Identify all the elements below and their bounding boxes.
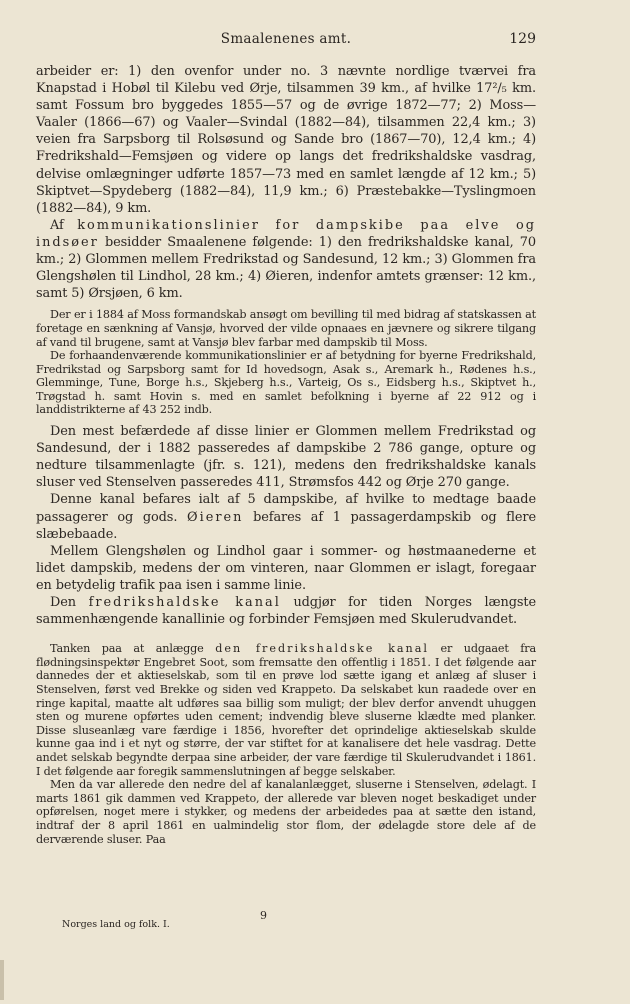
note-vansjo: Der er i 1884 af Moss formandskab ansøgt om bevilling til med bidrag af statskassen at foretage en sænkning af Vansjø, hvorved der vilde opnaaes en jævnere og sikrere tilgang af vand til brugene, samt at Vansjø blev farbar med dampskib til Moss.	[36, 308, 536, 349]
page-body	[36, 63, 536, 846]
spaced-term: Øieren	[187, 509, 244, 525]
text-span: Af	[50, 217, 78, 233]
footer-source: Norges land og folk. I.	[62, 919, 170, 930]
text-span: besidder Smaalenene følgende: 1) den fredrikshaldske kanal, 70 km.; 2) Glommen mellem Fredrikstad og Sandesund, 12 km.; 3) Glommen fra Glengshølen til Lindhol, 28 km.; 4) Øieren, indenfor amtets grænser: 12 km., samt 5) Ørsjøen, 6 km.	[36, 234, 536, 302]
text-span: er udgaaet fra flødningsinspektør Engebret Soot, som fremsatte den offentlig i 1851. I det følgende aar dannedes der et aktieselskab, som til en prøve lod sætte igang et anlæg af sluser i Stenselven, først ved Brekke og siden ved Krappeto. Da selskabet kun raadede over en ringe kapital, maatte alt udføres saa billig som muligt; der blev derfor anvendt uhuggen sten og murene opførtes uden cement; indvendig bleve sluserne klædte med planker. Disse sluseanlæg vare færdige i 1856, hvorefter det oprindelige aktieselskab skulde kunne gaa ind i et nyt og større, der var stiftet for at kanalisere det hele vasdrag. Dette andet selskab begyndte derpaa sine arbeider, der vare færdige til Skulerudvandet i 1861. I det følgende aar foregik sammenslutningen af begge selskaber.	[36, 642, 536, 778]
paragraph-canal-intro	[36, 594, 536, 628]
page-number: 129	[509, 31, 536, 47]
text-span: befares af 1 passagerdampskib og flere slæbebaade.	[36, 509, 536, 542]
paragraph-glengsholen: Mellem Glengshølen og Lindhol gaar i sommer- og høstmaanederne et lidet dampskib, medens der om vinteren, naar Glommen er islagt, foregaar en betydelig trafik paa isen i samme linie.	[36, 543, 536, 593]
paragraph-canal-vessels	[36, 491, 536, 542]
signature-mark: 9	[260, 909, 267, 922]
page-edge-shadow	[0, 960, 4, 1000]
text-span: Tanken paa at anlægge	[50, 642, 216, 656]
paragraph-steamship-lines	[36, 217, 536, 302]
spaced-term: den fredrikshaldske kanal	[215, 642, 429, 656]
note-flood-1861: Men da var allerede den nedre del af kanalanlægget, sluserne i Stenselven, ødelagt. I marts 1861 gik dammen ved Krappeto, der allerede var bleven noget beskadiget under opførelsen, noget mere i stykker, og medens der arbeidedes paa at sætte den istand, indtraf der 8 april 1861 en ualmindelig stor flom, der ødelagde store dele af de derværende sluser. Paa	[36, 778, 536, 846]
note-population: De forhaandenværende kommunikationslinier er af betydning for byerne Fredrikshald, Fredrikstad og Sarpsborg samt for Id hovedsogn, Asak s., Aremark h., Rødenes h.s., Glemminge, Tune, Borge h.s., Skjeberg h.s., Varteig, Os s., Eidsberg h.s., Skiptvet h., Trøgstad h. samt Hovin s. med en samlet befolkning i byerne af 22 912 og i landdistrikterne af 43 252 indb.	[36, 349, 536, 417]
spaced-term: kommunikationslinier for dampskibe paa elve og indsøer	[36, 217, 536, 250]
paragraph-roads-continued: arbeider er: 1) den ovenfor under no. 3 nævnte nordlige tværvei fra Knapstad i Hobøl til Kilebu ved Ørje, tilsammen 39 km., af hvilke 17²/₅ km. samt Fossum bro byggedes 1855—57 og de øvrige 1872—77; 2) Moss—Vaaler (1866—67) og Vaaler—Svindal (1882—84), tilsammen 22,4 km.; 3) veien fra Sarpsborg til Rolsøsund og Sande bro (1867—70), 12,4 km.; 4) Fredrikshald—Femsjøen og videre op langs det fredrikshaldske vasdrag, delvise omlægninger udførte 1857—73 med en samlet længde af 12 km.; 5) Skiptvet—Spydeberg (1882—84), 11,9 km.; 6) Præstebakke—Tyslingmoen (1882—84), 9 km.	[36, 64, 536, 216]
text-span: Denne kanal befares ialt af 5 dampskibe, af hvilke to medtage baade passagerer og gods.	[36, 492, 536, 525]
note-canal-history	[36, 642, 536, 778]
spaced-term: fredrikshaldske kanal	[88, 595, 281, 610]
text-span: Den	[50, 595, 89, 610]
text-span: udgjør for tiden Norges længste sammenhængende kanallinie og forbinder Femsjøen med Skulerudvandet.	[36, 595, 536, 628]
running-title: Smaalenenes amt.	[220, 31, 352, 47]
paragraph-busiest-line: Den mest befærdede af disse linier er Glommen mellem Fredrikstad og Sandesund, der i 1882 passeredes af dampskibe 2 786 gange, opture og nedture tilsammenlagte (jfr. s. 121), medens den fredrikshaldske kanals sluser ved Stenselven passeredes 411, Strømsfos 442 og Ørje 270 gange.	[36, 424, 536, 491]
page-header	[36, 31, 536, 51]
